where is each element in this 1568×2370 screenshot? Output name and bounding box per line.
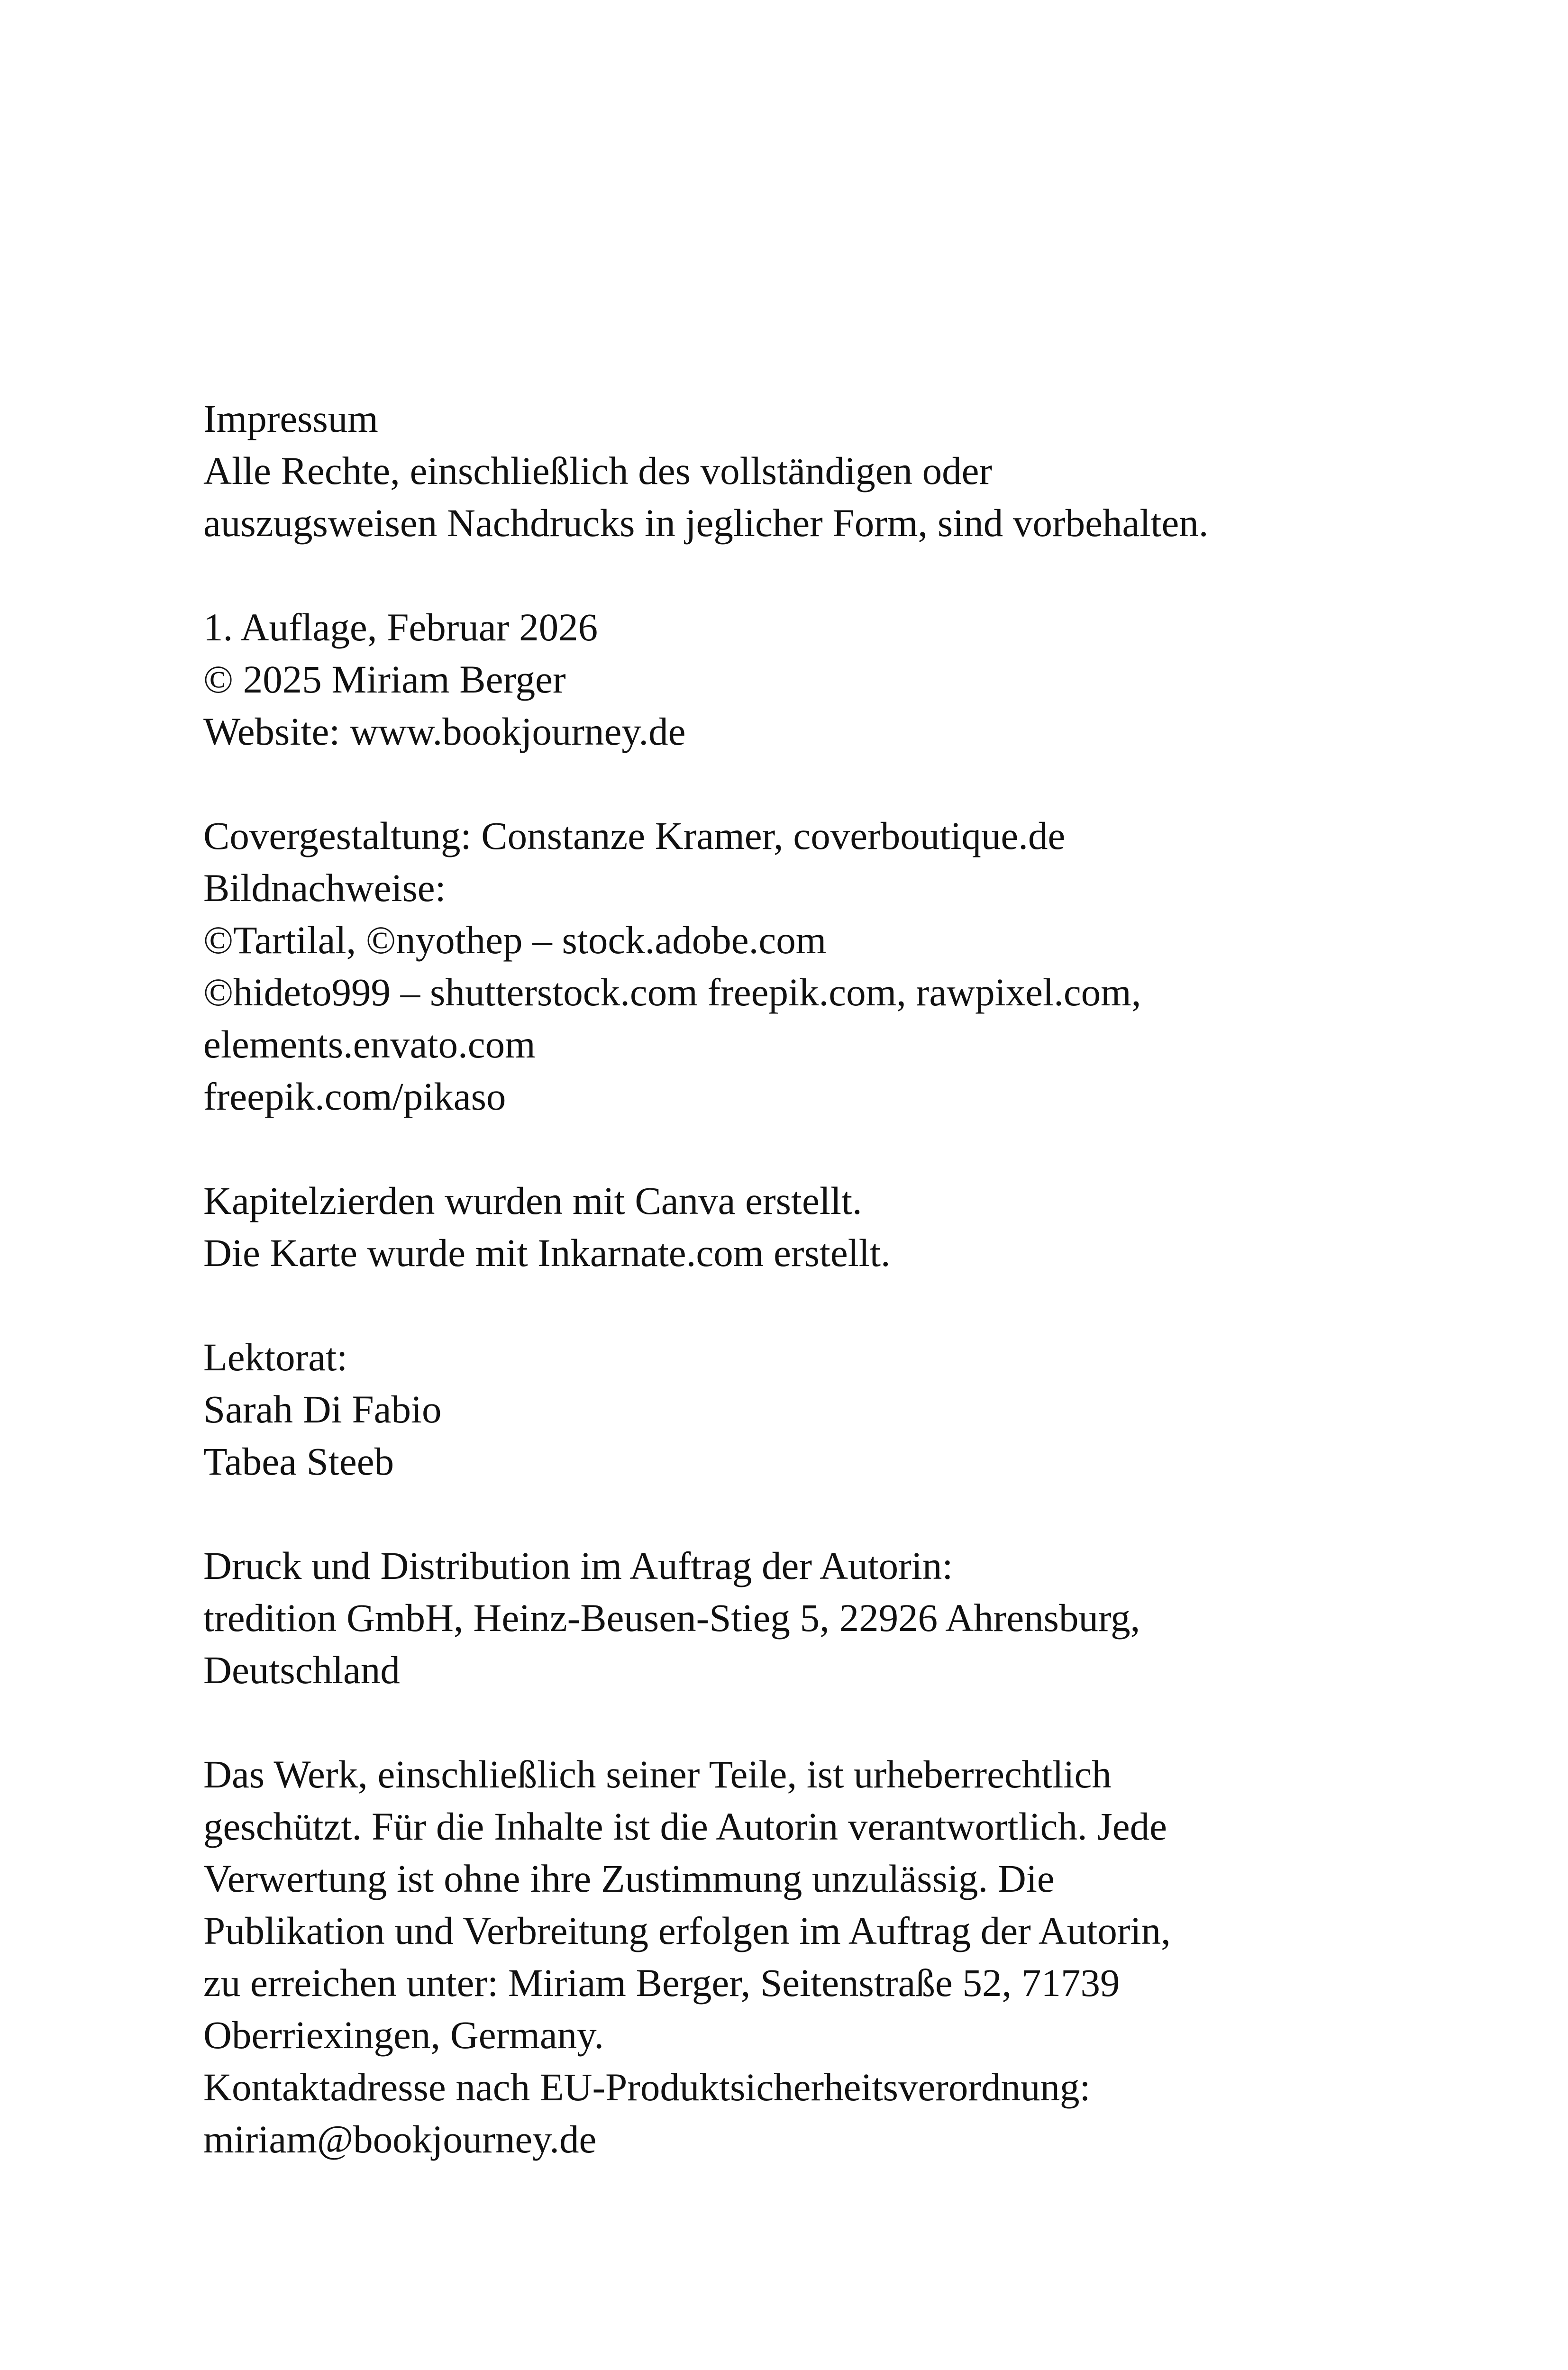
imprint-heading: Impressum (203, 397, 378, 440)
tools-block (203, 1175, 1388, 1279)
contact-email-line: miriam@bookjourney.de (203, 2117, 597, 2161)
image-credit-line: freepik.com/pikaso (203, 1075, 506, 1118)
printing-line: tredition GmbH, Heinz-Beusen-Stieg 5, 22926 Ahrensburg, (203, 1596, 1140, 1640)
editing-block (203, 1331, 1388, 1487)
imprint-text (203, 392, 1388, 2165)
legal-line: Verwertung ist ohne ihre Zustimmung unzulässig. Die (203, 1857, 1055, 1900)
printing-line: Druck und Distribution im Auftrag der Autorin: (203, 1544, 953, 1587)
printing-line: Deutschland (203, 1648, 400, 1692)
legal-line: zu erreichen unter: Miriam Berger, Seitenstraße 52, 71739 (203, 1961, 1120, 2005)
imprint-intro (203, 392, 1388, 549)
editing-heading: Lektorat: (203, 1335, 348, 1379)
editor-name: Sarah Di Fabio (203, 1387, 442, 1431)
cover-design-line: Covergestaltung: Constanze Kramer, coverboutique.de (203, 814, 1066, 857)
copyright-line: © 2025 Miriam Berger (203, 657, 566, 701)
image-credit-line: ©hideto999 – shutterstock.com freepik.com, rawpixel.com, (203, 970, 1141, 1014)
website-line: Website: www.bookjourney.de (203, 710, 686, 753)
contact-heading-line: Kontaktadresse nach EU-Produktsicherheitsverordnung: (203, 2065, 1091, 2109)
edition-line: 1. Auflage, Februar 2026 (203, 605, 598, 649)
printing-block (203, 1540, 1388, 1696)
image-credits-heading: Bildnachweise: (203, 866, 446, 910)
credits-block (203, 810, 1388, 1122)
legal-line: Das Werk, einschließlich seiner Teile, ist urheberrechtlich (203, 1752, 1112, 1796)
image-credit-line: elements.envato.com (203, 1022, 536, 1066)
legal-line: geschützt. Für die Inhalte ist die Autorin verantwortlich. Jede (203, 1805, 1167, 1848)
legal-line: Oberriexingen, Germany. (203, 2013, 604, 2057)
chapter-decor-line: Kapitelzierden wurden mit Canva erstellt. (203, 1179, 862, 1222)
edition-block (203, 601, 1388, 757)
rights-line: auszugsweisen Nachdrucks in jeglicher Form, sind vorbehalten. (203, 501, 1209, 545)
legal-line: Publikation und Verbreitung erfolgen im Auftrag der Autorin, (203, 1909, 1171, 1952)
rights-line: Alle Rechte, einschließlich des vollständigen oder (203, 449, 993, 492)
image-credit-line: ©Tartilal, ©nyothep – stock.adobe.com (203, 918, 827, 962)
editor-name: Tabea Steeb (203, 1440, 394, 1483)
legal-block (203, 1748, 1388, 2165)
map-credit-line: Die Karte wurde mit Inkarnate.com erstellt. (203, 1231, 891, 1275)
